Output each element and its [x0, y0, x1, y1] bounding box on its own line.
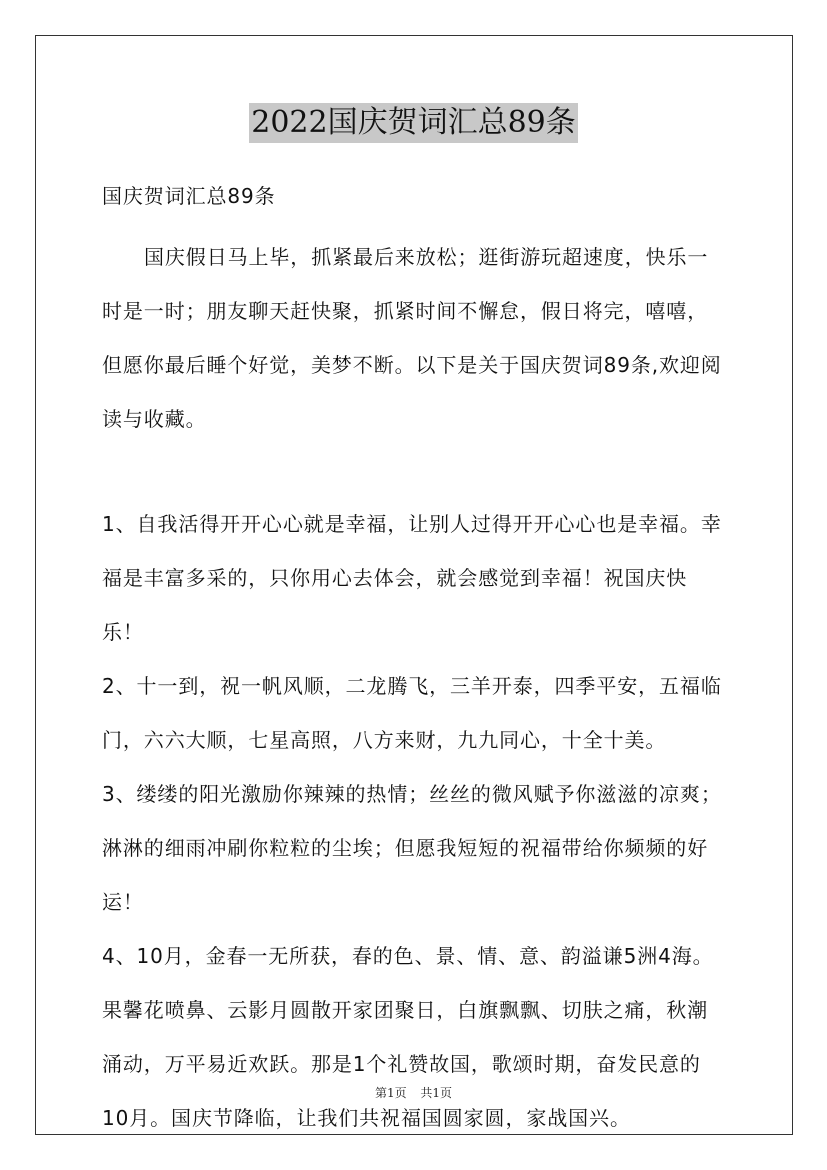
page-total: 共1页	[420, 1086, 453, 1100]
intro-text: 国庆假日马上毕，抓紧最后来放松；逛街游玩超速度，快乐一时是一时；朋友聊天赶快聚，抓紧时间不懈怠，假日将完，嘻嘻，但愿你最后睡个好觉，美梦不断。以下是关于国庆贺词89条,欢迎阅读与收藏。	[102, 245, 722, 431]
page-number: 第1页	[374, 1086, 407, 1100]
document-subtitle: 国庆贺词汇总89条	[102, 184, 276, 208]
title-container	[0, 103, 827, 143]
list-item: 3、缕缕的阳光激励你辣辣的热情；丝丝的微风赋予你滋滋的凉爽；淋淋的细雨冲刷你粒粒的尘埃；但愿我短短的祝福带给你频频的好运！	[102, 782, 722, 914]
list-item: 1、自我活得开开心心就是幸福，让别人过得开开心心也是幸福。幸福是丰富多采的，只你用心去体会，就会感觉到幸福！祝国庆快乐！	[102, 512, 722, 644]
greeting-list	[102, 497, 726, 1145]
page-footer	[0, 1084, 827, 1101]
document-title: 2022国庆贺词汇总89条	[249, 103, 578, 143]
list-item: 2、十一到，祝一帆风顺，二龙腾飞，三羊开泰，四季平安，五福临门，六六大顺，七星高照，八方来财，九九同心，十全十美。	[102, 674, 722, 752]
intro-paragraph	[102, 230, 726, 446]
list-item: 4、10月，金春一无所获，春的色、景、情、意、韵溢谦5洲4海。果馨花喷鼻、云影月圆散开家团聚日，白旗飘飘、切肤之痛，秋潮涌动，万平易近欢跃。那是1个礼赞故国，歌颂时期，奋发民意的10月。国庆节降临，让我们共祝福国圆家圆，家战国兴。	[102, 944, 714, 1130]
